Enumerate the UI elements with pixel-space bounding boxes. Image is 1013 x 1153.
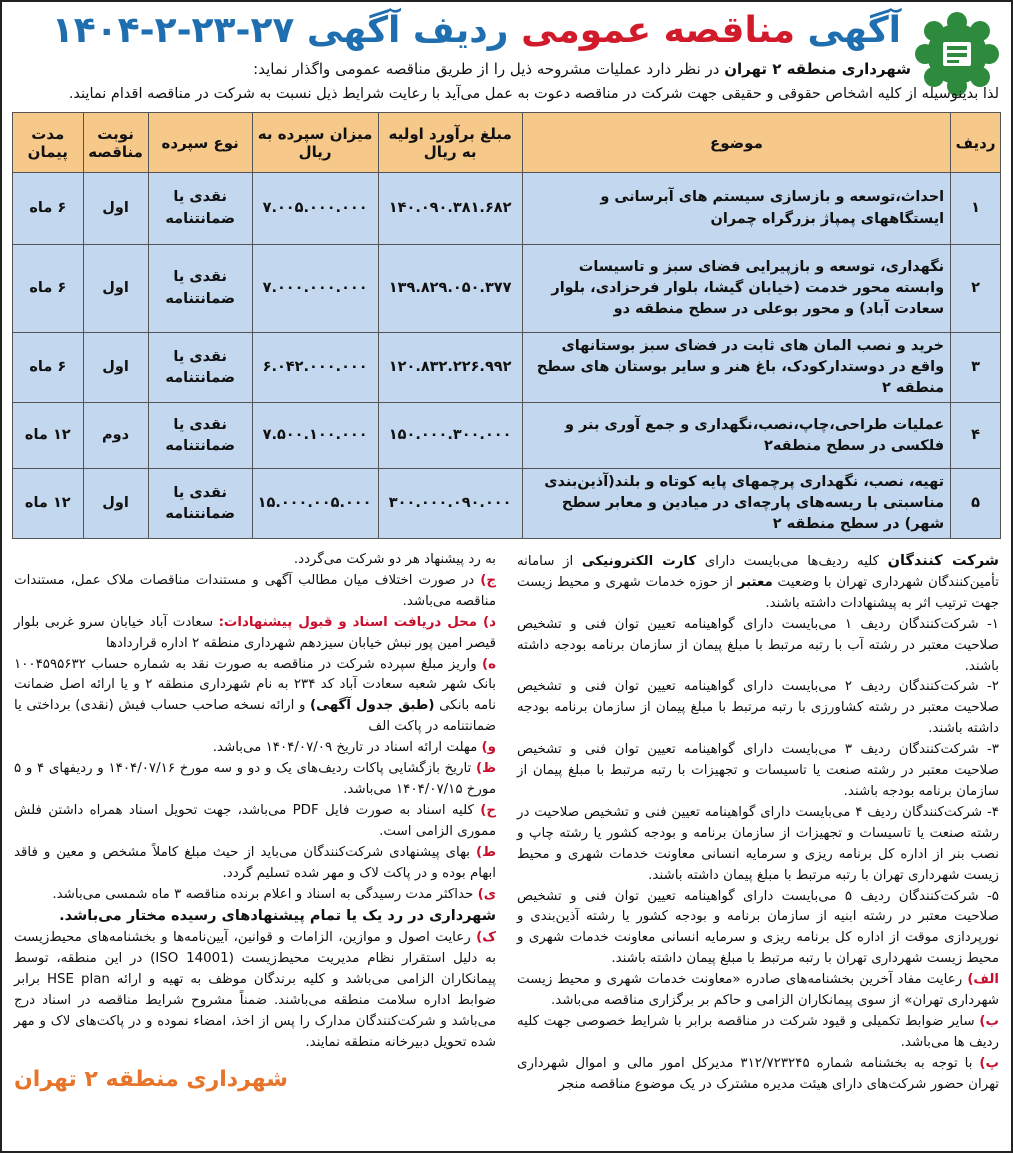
- row-deposit-type: نقدی یا ضمانتنامه: [148, 333, 252, 403]
- tender-table: [12, 112, 1001, 544]
- condition-kaf-label: ک): [476, 930, 496, 946]
- row-duration: ۶ ماه: [13, 245, 84, 333]
- row-estimate: ۱۴۰.۰۹۰.۳۸۱.۶۸۲: [378, 173, 522, 245]
- condition-dal-label: د) محل دریافت اسناد و قبول پیشنهادات:: [218, 614, 496, 630]
- eligibility-paragraph: [517, 550, 999, 615]
- row-duration: ۶ ماه: [13, 173, 84, 245]
- condition-he2-label: ح): [480, 802, 496, 818]
- header-deposit-type: نوع سپرده: [148, 113, 252, 173]
- condition-vav: [14, 738, 496, 759]
- eligibility-valid: معتبر: [737, 574, 773, 590]
- condition-jim-label: ج): [480, 572, 496, 588]
- condition-he2-text: کلیه اسناد به صورت فایل PDF می‌باشد، جهت تحویل اسناد همراه داشتن فلش مموری الزامی است.: [14, 802, 496, 839]
- conditions-right-column: [517, 550, 999, 1096]
- condition-alef-label: الف): [967, 972, 999, 988]
- condition-he-text-b: و ارائه نسخه صاحب حساب فیش (نقدی) برداختی یا ضمانتنامه در پاکت الف: [14, 698, 496, 735]
- condition-jim: [14, 571, 496, 613]
- conditions-section: [14, 550, 999, 1143]
- condition-kaf-text: رعایت اصول و موازین، الزامات و قوانین، آیین‌نامه‌ها و بخشنامه‌های محیط‌زیست به دلیل استقرار نظام مدیریت محیط‌زیست (ISO 14001) در این منطقه، توسط پیمانکاران الزامی می‌باشد و کلیه برندگان موظف به تهیه و ارائه HSE plan برابر ضوابط اداره سلامت منطقه می‌باشند. ضمناً مشروح شرایط مناقصه در اسناد درج می‌باشد و شرکت‌کنندگان مدارک را پس از اخذ، امضاء نموده و در پاکت‌های لاک و مهر شده تحویل دبیرخانه منطقه نمایند.: [14, 930, 496, 1050]
- row-subject: تهیه، نصب، نگهداری پرچمهای پایه کوتاه و بلند(آذین‌بندی مناسبتی با ریسه‌های پارچه‌ای در میادین و معابر سطح شهر) در سطح منطقه ۲: [522, 469, 950, 539]
- title-part-2: مناقصه عمومی: [521, 10, 795, 51]
- row-number: ۱: [951, 173, 1001, 245]
- table-row: [13, 469, 1001, 539]
- header-duration: مدت پیمان: [13, 113, 84, 173]
- row-subject: خرید و نصب المان های ثابت در فضای سبز بوستانهای واقع در دوستدارکودک، باغ هنر و سایر بوستان های سطح منطقه ۲: [522, 333, 950, 403]
- header-deposit: میزان سپرده به ریال: [252, 113, 378, 173]
- table-row: [13, 245, 1001, 333]
- eligibility-text-c: از حوزه خدمات شهری و محیط زیست جهت ترتیب اثر به پیشنهادات داشته باشند.: [517, 574, 999, 611]
- condition-5: ۵- شرکت‌کنندگان ردیف ۵ می‌بایست دارای گواهینامه تعیین توان فنی و تشخیص صلاحیت معتبر در رشته ابنیه از سازمان برنامه و بودجه کشور یا رشته آذین‌بندی و نورپردازی موقت از اداره کل برنامه ریزی و سرمایه انسانی معاونت خدمات شهری و محیط زیست شهرداری تهران با رتبه مرتبط با مبلغ پیمان داشته باشند.: [517, 888, 999, 967]
- invitation-line: لذا بدینوسیله از کلیه اشخاص حقوقی و حقیقی جهت شرکت در مناقصه دعوت به عمل می‌آید با رعایت شرایط ذیل نسبت به شرکت در مناقصه اقدام نمایند.: [68, 86, 999, 102]
- row-round: اول: [83, 245, 148, 333]
- row-deposit-type: نقدی یا ضمانتنامه: [148, 403, 252, 469]
- condition-he: [14, 655, 496, 739]
- row-subject: احداث،توسعه و بازسازی سیستم های آبرسانی و ایستگاههای پمپاژ بزرگراه چمران: [522, 173, 950, 245]
- condition-4: ۴- شرکت‌کنندگان ردیف ۴ می‌بایست دارای گواهینامه تعیین فنی و تشخیص صلاحیت در رشته صنعت یا تاسیسات و تجهیزات از سازمان برنامه و بودجه کشور یا رشته چاپ و نصب بنر از اداره کل برنامه ریزی و سرمایه انسانی معاونت خدمات شهری و محیط زیست شهرداری تهران با رتبه مرتبط با مبلغ پیمان داشته باشند.: [517, 804, 999, 883]
- row-deposit: ۷.۵۰۰.۱۰۰.۰۰۰: [252, 403, 378, 469]
- condition-za-label: ظ): [475, 761, 496, 777]
- condition-ye-label: ی): [477, 886, 496, 902]
- row-duration: ۱۲ ماه: [13, 469, 84, 539]
- row-number: ۲: [951, 245, 1001, 333]
- municipality-logo-icon: [913, 10, 1001, 98]
- title-part-3: ردیف آگهی ۲۷-۲۳-۲-۱۴۰۴: [51, 10, 509, 51]
- condition-be-label: ب): [979, 1013, 999, 1029]
- condition-continued: به رد پیشنهاد هر دو شرکت می‌گردد.: [293, 552, 496, 567]
- condition-ye: [14, 885, 496, 906]
- condition-za: [14, 759, 496, 801]
- condition-be: [517, 1012, 999, 1054]
- header-subject: موضوع: [522, 113, 950, 173]
- condition-dal: [14, 613, 496, 655]
- condition-2: ۲- شرکت‌کنندگان ردیف ۲ می‌بایست دارای گواهینامه تعیین توان فنی و تشخیص صلاحیت معتبر در رشته کشاورزی با رتبه مرتبط با مبلغ پیمان از سازمان برنامه بودجه داشته باشند.: [517, 679, 999, 737]
- row-deposit-type: نقدی یا ضمانتنامه: [148, 245, 252, 333]
- header-row-number: ردیف: [951, 113, 1001, 173]
- row-number: ۳: [951, 333, 1001, 403]
- condition-alef: [517, 970, 999, 1012]
- condition-pe-label: پ): [979, 1055, 999, 1071]
- header-estimate: مبلغ برآورد اولیه به ریال: [378, 113, 522, 173]
- eligibility-text-a: کلیه ردیف‌ها می‌بایست دارای: [696, 554, 888, 569]
- row-subject: نگهداری، توسعه و بازپیرایی فضای سبز و تاسیسات وابسته محور خدمت (خیابان گیشا، بلوار فرحزادی، بلوار سعادت آباد) و محور بوعلی در سطح منطقه دو: [522, 245, 950, 333]
- eligibility-card: کارت الکترونیکی: [581, 554, 697, 569]
- row-deposit: ۷.۰۰۰.۰۰۰.۰۰۰: [252, 245, 378, 333]
- condition-pe: [517, 1054, 999, 1096]
- condition-ye-text: حداکثر مدت رسیدگی به اسناد و اعلام برنده مناقصه ۳ ماه شمسی می‌باشد.: [52, 886, 478, 902]
- row-duration: ۱۲ ماه: [13, 403, 84, 469]
- title-part-1: آگهی: [807, 10, 901, 51]
- condition-he2: [14, 801, 496, 843]
- conditions-left-column: [14, 550, 496, 1098]
- notice-title: [52, 10, 901, 60]
- table-header-row: [13, 113, 1001, 173]
- condition-za-text: تاریخ بازگشایی پاکات ردیف‌های یک و دو و سه مورخ ۱۴۰۴/۰۷/۱۶ و ردیفهای ۴ و ۵ مورخ ۱۴۰۴/۰۷/۱۵ می‌باشد.: [14, 761, 496, 797]
- condition-1: ۱- شرکت‌کنندگان ردیف ۱ می‌بایست دارای گواهینامه تعیین توان فنی و تشخیص صلاحیت معتبر در رشته آب با رتبه مرتبط با مبلغ پیمان از سازمان برنامه بودجه داشته باشند.: [517, 616, 999, 674]
- table-row: [13, 403, 1001, 469]
- row-deposit-type: نقدی یا ضمانتنامه: [148, 173, 252, 245]
- row-subject: عملیات طراحی،چاپ،نصب،نگهداری و جمع آوری بنر و فلکسی در سطح منطقه۲: [522, 403, 950, 469]
- condition-he-bold: (طبق جدول آگهی): [310, 698, 435, 714]
- row-estimate: ۳۰۰.۰۰۰.۰۹۰.۰۰۰: [378, 469, 522, 539]
- issuer-name: شهرداری منطقه ۲ تهران: [724, 60, 911, 78]
- eligibility-lead: شرکت کنندگان: [887, 553, 999, 569]
- header-round: نوبت مناقصه: [83, 113, 148, 173]
- condition-he-text: واریز مبلغ سپرده شرکت در مناقصه به صورت نقد به شماره حساب ۱۰۰۴۵۹۵۶۳۲ بانک شهر شعبه سعادت آباد کد ۲۳۴ به نام شهرداری منطقه ۲ و یا ارائه اصل ضمانت نامه بانکی: [14, 656, 496, 714]
- row-deposit: ۶.۰۴۲.۰۰۰.۰۰۰: [252, 333, 378, 403]
- row-round: اول: [83, 469, 148, 539]
- row-deposit: ۷.۰۰۵.۰۰۰.۰۰۰: [252, 173, 378, 245]
- row-number: ۵: [951, 469, 1001, 539]
- condition-ta-label: ط): [475, 844, 496, 860]
- rejection-right: شهرداری در رد یک یا تمام پیشنهادهای رسیده مختار می‌باشد.: [59, 908, 496, 925]
- row-estimate: ۱۵۰.۰۰۰.۳۰۰.۰۰۰: [378, 403, 522, 469]
- row-round: اول: [83, 173, 148, 245]
- signature: شهرداری منطقه ۲ تهران: [14, 1067, 288, 1093]
- row-number: ۴: [951, 403, 1001, 469]
- condition-ta-text: بهای پیشنهادی شرکت‌کنندگان می‌باید از حیث مبلغ کاملاً مشخص و معین و فاقد ابهام بوده و در پاکت لاک و مهر شده تسلیم گردد.: [14, 844, 496, 881]
- condition-dal-text: سعادت آباد خیابان سرو غربی بلوار قیصر امین پور نبش خیابان سیزدهم شهرداری منطقه ۲ اداره قراردادها: [14, 614, 496, 651]
- table-row: [13, 173, 1001, 245]
- row-estimate: ۱۲۰.۸۳۲.۲۲۶.۹۹۲: [378, 333, 522, 403]
- row-estimate: ۱۳۹.۸۲۹.۰۵۰.۳۷۷: [378, 245, 522, 333]
- row-round: اول: [83, 333, 148, 403]
- row-round: دوم: [83, 403, 148, 469]
- condition-he-label: ه): [481, 656, 496, 672]
- condition-kaf: [14, 928, 496, 1053]
- table-row: [13, 333, 1001, 403]
- eligibility-text-b: از سامانه تأمین‌کنندگان شهرداری تهران با وضعیت: [517, 554, 999, 590]
- condition-vav-text: مهلت ارائه اسناد در تاریخ ۱۴۰۴/۰۷/۰۹ می‌باشد.: [212, 740, 482, 756]
- condition-vav-label: و): [481, 740, 496, 756]
- intro-text: در نظر دارد عملیات مشروحه ذیل را از طریق مناقصه عمومی واگذار نماید:: [253, 60, 725, 78]
- row-duration: ۶ ماه: [13, 333, 84, 403]
- condition-alef-text: رعایت مفاد آخرین بخشنامه‌های صادره «معاونت خدمات شهری و محیط زیست شهرداری تهران» از سوی پیمانکاران الزامی و حاکم بر برگزاری مناقصه می‌باشد.: [517, 972, 999, 1009]
- condition-be-text: سایر ضوابط تکمیلی و قیود شرکت در مناقصه برابر با شرایط خصوصی جهت کلیه ردیف ها می‌باشد.: [517, 1013, 999, 1050]
- condition-3: ۳- شرکت‌کنندگان ردیف ۳ می‌بایست دارای گواهینامه تعیین توان فنی و تشخیص صلاحیت معتبر در رشته صنعت یا تاسیسات و تجهیزات با رتبه مرتبط با مبلغ پیمان از سازمان برنامه بودجه باشند.: [517, 742, 999, 799]
- row-deposit-type: نقدی یا ضمانتنامه: [148, 469, 252, 539]
- condition-pe-text: با توجه به بخشنامه شماره ۳۱۲/۷۲۳۲۴۵ مدیرکل امور مالی و اموال شهرداری تهران حضور شرکت‌های دارای هیئت مدیره مشترک در یک موضوع مناقصه منجر: [517, 1055, 999, 1092]
- condition-ta: [14, 843, 496, 885]
- condition-jim-text: در صورت اختلاف میان مطالب آگهی و مستندات مناقصات ملاک عمل، مستندات مناقصه می‌باشد.: [14, 572, 496, 609]
- intro-line: [253, 60, 911, 78]
- row-deposit: ۱۵.۰۰۰.۰۰۵.۰۰۰: [252, 469, 378, 539]
